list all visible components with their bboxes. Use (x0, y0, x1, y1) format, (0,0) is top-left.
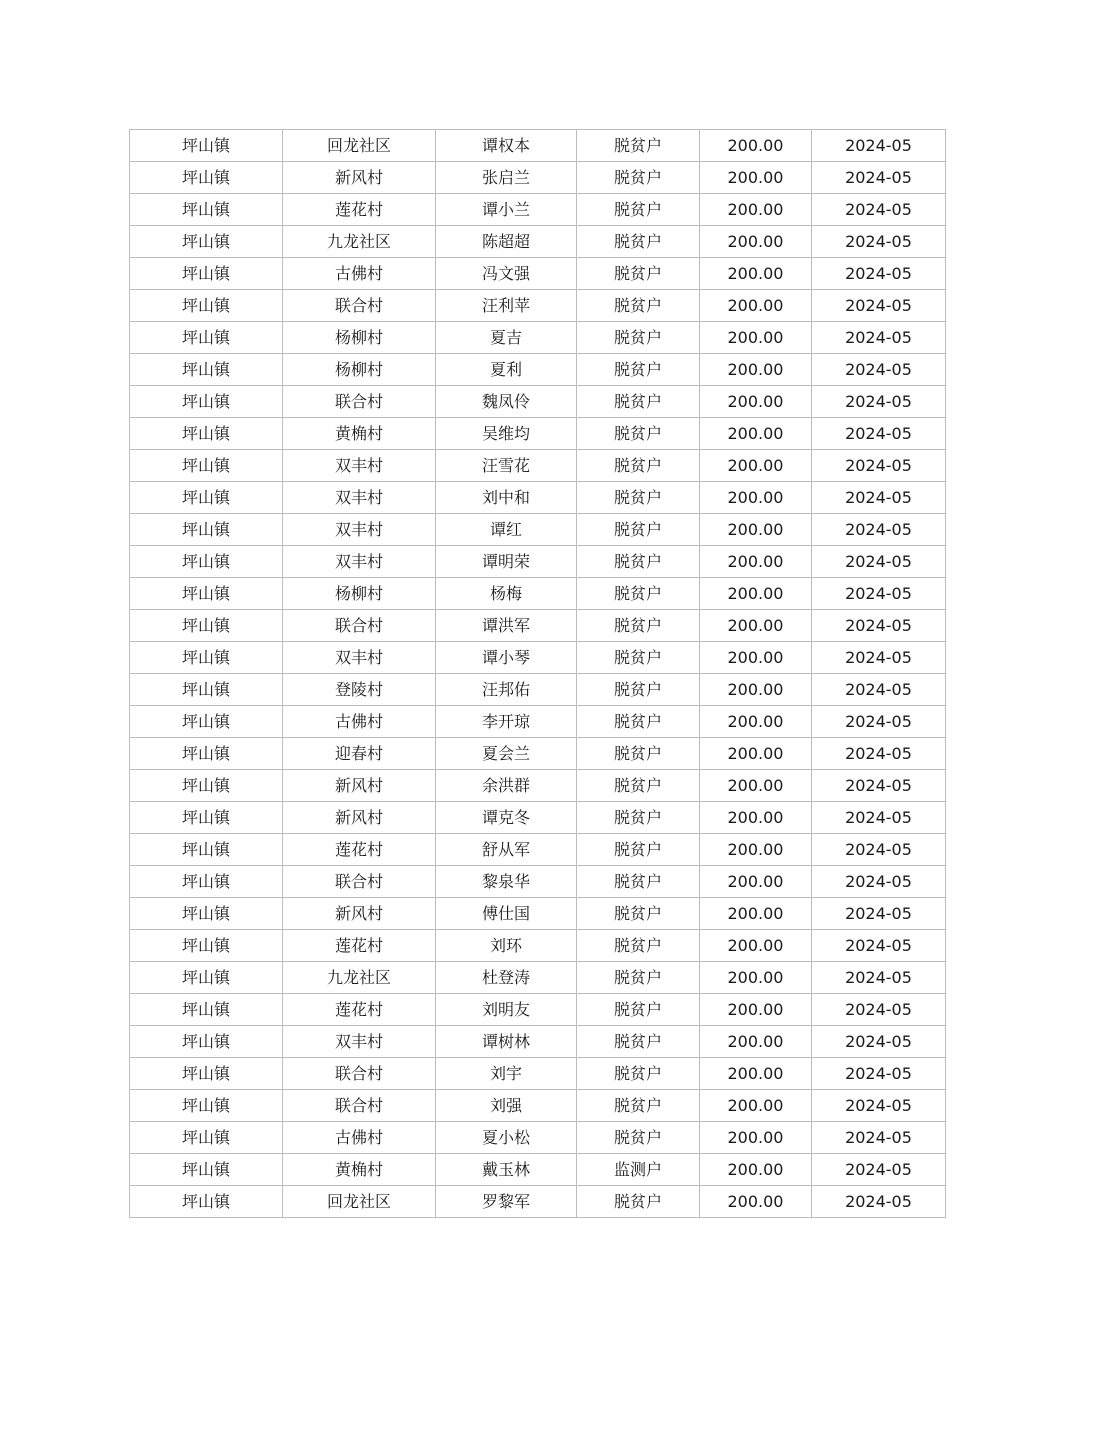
amount-cell: 200.00 (700, 1154, 812, 1186)
town-cell: 坪山镇 (130, 450, 283, 482)
household-type-cell: 脱贫户 (577, 1026, 700, 1058)
month-cell: 2024-05 (812, 738, 946, 770)
amount-cell: 200.00 (700, 514, 812, 546)
amount-cell: 200.00 (700, 738, 812, 770)
amount-cell: 200.00 (700, 194, 812, 226)
table-row (130, 898, 946, 930)
village-cell: 新风村 (283, 898, 436, 930)
village-cell: 双丰村 (283, 514, 436, 546)
town-cell: 坪山镇 (130, 642, 283, 674)
name-cell: 夏利 (436, 354, 577, 386)
household-type-cell: 脱贫户 (577, 322, 700, 354)
table-row (130, 322, 946, 354)
village-cell: 杨柳村 (283, 322, 436, 354)
amount-cell: 200.00 (700, 258, 812, 290)
town-cell: 坪山镇 (130, 898, 283, 930)
amount-cell: 200.00 (700, 386, 812, 418)
table-row (130, 1122, 946, 1154)
village-cell: 莲花村 (283, 994, 436, 1026)
town-cell: 坪山镇 (130, 1026, 283, 1058)
household-type-cell: 脱贫户 (577, 738, 700, 770)
town-cell: 坪山镇 (130, 290, 283, 322)
amount-cell: 200.00 (700, 1026, 812, 1058)
amount-cell: 200.00 (700, 642, 812, 674)
amount-cell: 200.00 (700, 770, 812, 802)
town-cell: 坪山镇 (130, 930, 283, 962)
amount-cell: 200.00 (700, 898, 812, 930)
amount-cell: 200.00 (700, 610, 812, 642)
name-cell: 谭红 (436, 514, 577, 546)
table-row (130, 514, 946, 546)
village-cell: 登陵村 (283, 674, 436, 706)
month-cell: 2024-05 (812, 546, 946, 578)
household-type-cell: 脱贫户 (577, 834, 700, 866)
town-cell: 坪山镇 (130, 994, 283, 1026)
month-cell: 2024-05 (812, 578, 946, 610)
table-row (130, 578, 946, 610)
amount-cell: 200.00 (700, 962, 812, 994)
household-type-cell: 脱贫户 (577, 610, 700, 642)
household-type-cell: 脱贫户 (577, 898, 700, 930)
amount-cell: 200.00 (700, 674, 812, 706)
village-cell: 联合村 (283, 1058, 436, 1090)
table-row (130, 738, 946, 770)
village-cell: 古佛村 (283, 706, 436, 738)
town-cell: 坪山镇 (130, 578, 283, 610)
name-cell: 黎泉华 (436, 866, 577, 898)
town-cell: 坪山镇 (130, 738, 283, 770)
table-row (130, 834, 946, 866)
village-cell: 新风村 (283, 770, 436, 802)
month-cell: 2024-05 (812, 962, 946, 994)
name-cell: 汪邦佑 (436, 674, 577, 706)
household-type-cell: 脱贫户 (577, 514, 700, 546)
month-cell: 2024-05 (812, 450, 946, 482)
village-cell: 新风村 (283, 802, 436, 834)
month-cell: 2024-05 (812, 642, 946, 674)
month-cell: 2024-05 (812, 610, 946, 642)
table-row (130, 290, 946, 322)
table-row (130, 770, 946, 802)
household-type-cell: 脱贫户 (577, 1058, 700, 1090)
month-cell: 2024-05 (812, 130, 946, 162)
village-cell: 杨柳村 (283, 354, 436, 386)
name-cell: 刘明友 (436, 994, 577, 1026)
household-type-cell: 脱贫户 (577, 994, 700, 1026)
amount-cell: 200.00 (700, 482, 812, 514)
table-row (130, 610, 946, 642)
month-cell: 2024-05 (812, 802, 946, 834)
household-type-cell: 脱贫户 (577, 258, 700, 290)
name-cell: 刘强 (436, 1090, 577, 1122)
town-cell: 坪山镇 (130, 322, 283, 354)
table-row (130, 706, 946, 738)
household-type-cell: 脱贫户 (577, 674, 700, 706)
town-cell: 坪山镇 (130, 258, 283, 290)
table-row (130, 962, 946, 994)
name-cell: 张启兰 (436, 162, 577, 194)
amount-cell: 200.00 (700, 450, 812, 482)
month-cell: 2024-05 (812, 514, 946, 546)
town-cell: 坪山镇 (130, 354, 283, 386)
village-cell: 古佛村 (283, 1122, 436, 1154)
month-cell: 2024-05 (812, 866, 946, 898)
amount-cell: 200.00 (700, 354, 812, 386)
village-cell: 黄桷村 (283, 418, 436, 450)
amount-cell: 200.00 (700, 802, 812, 834)
household-type-cell: 脱贫户 (577, 802, 700, 834)
amount-cell: 200.00 (700, 130, 812, 162)
name-cell: 陈超超 (436, 226, 577, 258)
name-cell: 李开琼 (436, 706, 577, 738)
household-type-cell: 脱贫户 (577, 290, 700, 322)
name-cell: 舒从军 (436, 834, 577, 866)
household-type-cell: 脱贫户 (577, 1090, 700, 1122)
name-cell: 谭小琴 (436, 642, 577, 674)
town-cell: 坪山镇 (130, 802, 283, 834)
table-row (130, 450, 946, 482)
name-cell: 刘宇 (436, 1058, 577, 1090)
amount-cell: 200.00 (700, 1186, 812, 1218)
month-cell: 2024-05 (812, 1186, 946, 1218)
household-type-cell: 脱贫户 (577, 450, 700, 482)
name-cell: 谭权本 (436, 130, 577, 162)
town-cell: 坪山镇 (130, 1154, 283, 1186)
month-cell: 2024-05 (812, 1154, 946, 1186)
town-cell: 坪山镇 (130, 674, 283, 706)
village-cell: 联合村 (283, 1090, 436, 1122)
amount-cell: 200.00 (700, 1122, 812, 1154)
household-type-cell: 脱贫户 (577, 962, 700, 994)
village-cell: 九龙社区 (283, 226, 436, 258)
name-cell: 吴维均 (436, 418, 577, 450)
household-type-cell: 脱贫户 (577, 642, 700, 674)
table-row (130, 546, 946, 578)
town-cell: 坪山镇 (130, 162, 283, 194)
table-row (130, 418, 946, 450)
amount-cell: 200.00 (700, 578, 812, 610)
table-row (130, 994, 946, 1026)
town-cell: 坪山镇 (130, 482, 283, 514)
table-row (130, 802, 946, 834)
town-cell: 坪山镇 (130, 866, 283, 898)
household-type-cell: 脱贫户 (577, 226, 700, 258)
table-row (130, 1090, 946, 1122)
name-cell: 杜登涛 (436, 962, 577, 994)
name-cell: 谭小兰 (436, 194, 577, 226)
village-cell: 杨柳村 (283, 578, 436, 610)
town-cell: 坪山镇 (130, 1186, 283, 1218)
table-row (130, 130, 946, 162)
town-cell: 坪山镇 (130, 514, 283, 546)
month-cell: 2024-05 (812, 994, 946, 1026)
amount-cell: 200.00 (700, 866, 812, 898)
month-cell: 2024-05 (812, 290, 946, 322)
town-cell: 坪山镇 (130, 418, 283, 450)
month-cell: 2024-05 (812, 1058, 946, 1090)
name-cell: 罗黎军 (436, 1186, 577, 1218)
village-cell: 双丰村 (283, 482, 436, 514)
town-cell: 坪山镇 (130, 1058, 283, 1090)
village-cell: 双丰村 (283, 450, 436, 482)
village-cell: 回龙社区 (283, 1186, 436, 1218)
table-row (130, 674, 946, 706)
month-cell: 2024-05 (812, 674, 946, 706)
table-row (130, 354, 946, 386)
town-cell: 坪山镇 (130, 706, 283, 738)
town-cell: 坪山镇 (130, 194, 283, 226)
household-type-cell: 脱贫户 (577, 482, 700, 514)
month-cell: 2024-05 (812, 258, 946, 290)
table-row (130, 386, 946, 418)
town-cell: 坪山镇 (130, 546, 283, 578)
village-cell: 双丰村 (283, 642, 436, 674)
village-cell: 联合村 (283, 866, 436, 898)
household-type-cell: 脱贫户 (577, 194, 700, 226)
name-cell: 魏凤伶 (436, 386, 577, 418)
month-cell: 2024-05 (812, 354, 946, 386)
amount-cell: 200.00 (700, 1058, 812, 1090)
town-cell: 坪山镇 (130, 834, 283, 866)
village-cell: 回龙社区 (283, 130, 436, 162)
household-type-cell: 脱贫户 (577, 1122, 700, 1154)
month-cell: 2024-05 (812, 418, 946, 450)
village-cell: 莲花村 (283, 834, 436, 866)
household-type-cell: 脱贫户 (577, 418, 700, 450)
household-type-cell: 脱贫户 (577, 546, 700, 578)
household-type-cell: 脱贫户 (577, 770, 700, 802)
household-type-cell: 脱贫户 (577, 162, 700, 194)
month-cell: 2024-05 (812, 1026, 946, 1058)
amount-cell: 200.00 (700, 706, 812, 738)
village-cell: 九龙社区 (283, 962, 436, 994)
table-row (130, 482, 946, 514)
household-type-cell: 脱贫户 (577, 866, 700, 898)
village-cell: 联合村 (283, 290, 436, 322)
table-row (130, 1026, 946, 1058)
village-cell: 古佛村 (283, 258, 436, 290)
town-cell: 坪山镇 (130, 226, 283, 258)
name-cell: 夏会兰 (436, 738, 577, 770)
table-row (130, 194, 946, 226)
amount-cell: 200.00 (700, 226, 812, 258)
month-cell: 2024-05 (812, 706, 946, 738)
table-row (130, 866, 946, 898)
name-cell: 汪利苹 (436, 290, 577, 322)
village-cell: 双丰村 (283, 546, 436, 578)
village-cell: 新风村 (283, 162, 436, 194)
amount-cell: 200.00 (700, 290, 812, 322)
town-cell: 坪山镇 (130, 610, 283, 642)
town-cell: 坪山镇 (130, 386, 283, 418)
amount-cell: 200.00 (700, 1090, 812, 1122)
name-cell: 刘中和 (436, 482, 577, 514)
month-cell: 2024-05 (812, 834, 946, 866)
name-cell: 夏吉 (436, 322, 577, 354)
month-cell: 2024-05 (812, 482, 946, 514)
town-cell: 坪山镇 (130, 1090, 283, 1122)
village-cell: 联合村 (283, 610, 436, 642)
table-row (130, 226, 946, 258)
amount-cell: 200.00 (700, 418, 812, 450)
village-cell: 黄桷村 (283, 1154, 436, 1186)
household-type-cell: 监测户 (577, 1154, 700, 1186)
name-cell: 谭克冬 (436, 802, 577, 834)
town-cell: 坪山镇 (130, 962, 283, 994)
village-cell: 联合村 (283, 386, 436, 418)
amount-cell: 200.00 (700, 834, 812, 866)
month-cell: 2024-05 (812, 194, 946, 226)
table-row (130, 1058, 946, 1090)
amount-cell: 200.00 (700, 322, 812, 354)
table-row (130, 162, 946, 194)
name-cell: 汪雪花 (436, 450, 577, 482)
village-cell: 莲花村 (283, 194, 436, 226)
name-cell: 余洪群 (436, 770, 577, 802)
village-cell: 迎春村 (283, 738, 436, 770)
month-cell: 2024-05 (812, 322, 946, 354)
name-cell: 戴玉林 (436, 1154, 577, 1186)
town-cell: 坪山镇 (130, 770, 283, 802)
name-cell: 夏小松 (436, 1122, 577, 1154)
table-row (130, 1186, 946, 1218)
month-cell: 2024-05 (812, 1122, 946, 1154)
household-type-cell: 脱贫户 (577, 130, 700, 162)
town-cell: 坪山镇 (130, 130, 283, 162)
household-type-cell: 脱贫户 (577, 386, 700, 418)
household-type-cell: 脱贫户 (577, 706, 700, 738)
amount-cell: 200.00 (700, 930, 812, 962)
table-row (130, 258, 946, 290)
month-cell: 2024-05 (812, 386, 946, 418)
name-cell: 傅仕国 (436, 898, 577, 930)
month-cell: 2024-05 (812, 770, 946, 802)
month-cell: 2024-05 (812, 898, 946, 930)
village-cell: 双丰村 (283, 1026, 436, 1058)
data-table (129, 129, 946, 1218)
amount-cell: 200.00 (700, 546, 812, 578)
month-cell: 2024-05 (812, 162, 946, 194)
table-row (130, 1154, 946, 1186)
table-row (130, 642, 946, 674)
household-type-cell: 脱贫户 (577, 578, 700, 610)
town-cell: 坪山镇 (130, 1122, 283, 1154)
name-cell: 刘环 (436, 930, 577, 962)
name-cell: 冯文强 (436, 258, 577, 290)
name-cell: 谭洪军 (436, 610, 577, 642)
month-cell: 2024-05 (812, 1090, 946, 1122)
household-type-cell: 脱贫户 (577, 354, 700, 386)
amount-cell: 200.00 (700, 994, 812, 1026)
table-body (130, 130, 946, 1218)
amount-cell: 200.00 (700, 162, 812, 194)
name-cell: 杨梅 (436, 578, 577, 610)
name-cell: 谭明荣 (436, 546, 577, 578)
village-cell: 莲花村 (283, 930, 436, 962)
month-cell: 2024-05 (812, 930, 946, 962)
name-cell: 谭树林 (436, 1026, 577, 1058)
household-type-cell: 脱贫户 (577, 1186, 700, 1218)
household-type-cell: 脱贫户 (577, 930, 700, 962)
month-cell: 2024-05 (812, 226, 946, 258)
table-row (130, 930, 946, 962)
